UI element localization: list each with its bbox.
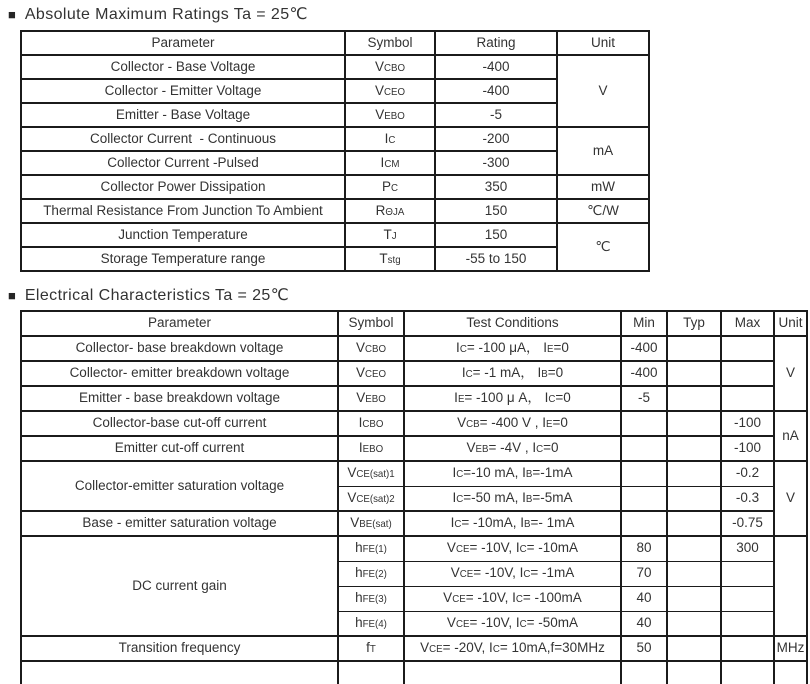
min-cell xyxy=(621,511,667,536)
table-row xyxy=(21,103,649,127)
unit-cell: MHz xyxy=(774,636,807,661)
rating-cell: -300 xyxy=(435,151,557,175)
param-cell: Collector Current -Pulsed xyxy=(21,151,345,175)
max-cell: -0.75 xyxy=(721,511,774,536)
table-row xyxy=(21,636,807,661)
cond-cell: VCE= -20V, IC= 10mA,f=30MHz xyxy=(404,636,621,661)
cond-cell: IC=-50 mA, IB=-5mA xyxy=(404,486,621,511)
table-row xyxy=(21,536,807,561)
unit-cell: ℃/W xyxy=(557,199,649,223)
min-cell: -400 xyxy=(621,336,667,361)
param-cell: Emitter cut-off current xyxy=(21,436,338,461)
param-cell: Transition frequency xyxy=(21,636,338,661)
symbol-cell: ICM xyxy=(345,151,435,175)
abs-max-table xyxy=(20,30,650,272)
symbol-cell: VCE(sat)1 xyxy=(338,461,404,486)
symbol-cell: VCBO xyxy=(338,336,404,361)
table-row xyxy=(21,151,649,175)
rating-cell: -400 xyxy=(435,55,557,79)
typ-cell xyxy=(667,486,721,511)
min-cell xyxy=(621,461,667,486)
symbol-cell: PC xyxy=(345,175,435,199)
table-row xyxy=(21,511,807,536)
param-cell: Junction Temperature xyxy=(21,223,345,247)
param-cell: Emitter - Base Voltage xyxy=(21,103,345,127)
typ-cell xyxy=(667,411,721,436)
symbol-cell: hFE(4) xyxy=(338,611,404,636)
section-bullet-icon: ■ xyxy=(8,287,16,303)
symbol-cell: VCBO xyxy=(345,55,435,79)
symbol-cell: ICBO xyxy=(338,411,404,436)
rating-cell: 350 xyxy=(435,175,557,199)
symbol-cell: fT xyxy=(338,636,404,661)
unit-cell: V xyxy=(774,461,807,536)
min-cell xyxy=(621,436,667,461)
min-cell: 40 xyxy=(621,611,667,636)
symbol-cell: Tstg xyxy=(345,247,435,271)
param-cell: Collector- emitter breakdown voltage xyxy=(21,361,338,386)
table-header-row xyxy=(21,311,807,336)
max-cell xyxy=(721,561,774,586)
min-cell: -400 xyxy=(621,361,667,386)
col-header-max: Max xyxy=(721,311,774,336)
min-cell: 50 xyxy=(621,636,667,661)
param-cell: Collector - Emitter Voltage xyxy=(21,79,345,103)
max-cell xyxy=(721,611,774,636)
col-header-unit: Unit xyxy=(557,31,649,55)
symbol-cell: IEBO xyxy=(338,436,404,461)
symbol-cell: hFE(3) xyxy=(338,586,404,611)
cond-cell: IC= -100 μA， IE=0 xyxy=(404,336,621,361)
param-cell: Collector Power Dissipation xyxy=(21,175,345,199)
typ-cell xyxy=(667,536,721,561)
typ-cell xyxy=(667,586,721,611)
table-row xyxy=(21,223,649,247)
table-row xyxy=(21,461,807,486)
cond-cell: VCE= -10V, IC= -10mA xyxy=(404,536,621,561)
col-header-symbol: Symbol xyxy=(345,31,435,55)
symbol-cell: TJ xyxy=(345,223,435,247)
unit-cell: V xyxy=(557,55,649,127)
table-row xyxy=(21,436,807,461)
table-row xyxy=(21,55,649,79)
unit-cell: V xyxy=(774,336,807,411)
typ-cell xyxy=(667,561,721,586)
max-cell xyxy=(721,636,774,661)
typ-cell xyxy=(667,336,721,361)
min-cell xyxy=(621,411,667,436)
table-row-clipped xyxy=(21,661,807,684)
rating-cell: -200 xyxy=(435,127,557,151)
table-row xyxy=(21,361,807,386)
col-header-rating: Rating xyxy=(435,31,557,55)
table-row xyxy=(21,386,807,411)
param-cell: Collector-base cut-off current xyxy=(21,411,338,436)
symbol-cell: IC xyxy=(345,127,435,151)
unit-cell: mW xyxy=(557,175,649,199)
min-cell: 40 xyxy=(621,586,667,611)
typ-cell xyxy=(667,661,721,684)
param-cell: Thermal Resistance From Junction To Ambient xyxy=(21,199,345,223)
unit-cell: ℃ xyxy=(557,223,649,271)
min-cell: 80 xyxy=(621,536,667,561)
param-cell: Collector-emitter saturation voltage xyxy=(21,461,338,511)
table-row xyxy=(21,336,807,361)
electrical-section-title xyxy=(8,286,810,304)
typ-cell xyxy=(667,386,721,411)
rating-cell: -55 to 150 xyxy=(435,247,557,271)
table-row xyxy=(21,175,649,199)
max-cell: -0.3 xyxy=(721,486,774,511)
symbol-cell: VCE(sat)2 xyxy=(338,486,404,511)
cond-cell: VCB= -400 V , IE=0 xyxy=(404,411,621,436)
param-cell: Collector - Base Voltage xyxy=(21,55,345,79)
col-header-symbol: Symbol xyxy=(338,311,404,336)
param-cell: DC current gain xyxy=(21,536,338,636)
unit-cell: mA xyxy=(557,127,649,175)
symbol-cell: hFE(2) xyxy=(338,561,404,586)
param-cell: Collector Current - Continuous xyxy=(21,127,345,151)
unit-cell xyxy=(774,661,807,684)
col-header-unit: Unit xyxy=(774,311,807,336)
col-header-min: Min xyxy=(621,311,667,336)
max-cell xyxy=(721,361,774,386)
cond-cell: IC= -10mA, IB=- 1mA xyxy=(404,511,621,536)
max-cell xyxy=(721,661,774,684)
symbol-cell: VBE(sat) xyxy=(338,511,404,536)
cond-cell: IC= -1 mA， IB=0 xyxy=(404,361,621,386)
table-row xyxy=(21,247,649,271)
cond-cell: VCE= -10V, IC= -50mA xyxy=(404,611,621,636)
col-header-typ: Typ xyxy=(667,311,721,336)
cond-cell: VEB= -4V , IC=0 xyxy=(404,436,621,461)
param-cell: Emitter - base breakdown voltage xyxy=(21,386,338,411)
rating-cell: 150 xyxy=(435,223,557,247)
max-cell: -100 xyxy=(721,436,774,461)
typ-cell xyxy=(667,461,721,486)
cond-cell xyxy=(404,661,621,684)
cond-cell: IE= -100 μ A， IC=0 xyxy=(404,386,621,411)
cond-cell: VCE= -10V, IC= -1mA xyxy=(404,561,621,586)
typ-cell xyxy=(667,636,721,661)
abs-max-title-text: Absolute Maximum Ratings Ta = 25℃ xyxy=(24,6,308,23)
symbol-cell: RΘJA xyxy=(345,199,435,223)
typ-cell xyxy=(667,361,721,386)
min-cell: 70 xyxy=(621,561,667,586)
unit-cell: nA xyxy=(774,411,807,461)
col-header-test-conditions: Test Conditions xyxy=(404,311,621,336)
rating-cell: 150 xyxy=(435,199,557,223)
param-cell xyxy=(21,661,338,684)
symbol-cell: VCEO xyxy=(338,361,404,386)
symbol-cell: VCEO xyxy=(345,79,435,103)
param-cell: Base - emitter saturation voltage xyxy=(21,511,338,536)
table-header-row xyxy=(21,31,649,55)
table-row xyxy=(21,79,649,103)
col-header-parameter: Parameter xyxy=(21,311,338,336)
param-cell: Storage Temperature range xyxy=(21,247,345,271)
max-cell: 300 xyxy=(721,536,774,561)
table-row xyxy=(21,127,649,151)
min-cell xyxy=(621,661,667,684)
max-cell: -100 xyxy=(721,411,774,436)
typ-cell xyxy=(667,436,721,461)
max-cell: -0.2 xyxy=(721,461,774,486)
max-cell xyxy=(721,386,774,411)
abs-max-section-title xyxy=(8,0,810,23)
symbol-cell: hFE(1) xyxy=(338,536,404,561)
typ-cell xyxy=(667,611,721,636)
rating-cell: -400 xyxy=(435,79,557,103)
max-cell xyxy=(721,336,774,361)
electrical-title-text: Electrical Characteristics Ta = 25℃ xyxy=(24,287,290,304)
table-row xyxy=(21,199,649,223)
param-cell: Collector- base breakdown voltage xyxy=(21,336,338,361)
table-row xyxy=(21,411,807,436)
min-cell: -5 xyxy=(621,386,667,411)
typ-cell xyxy=(667,511,721,536)
max-cell xyxy=(721,586,774,611)
electrical-table xyxy=(20,310,808,684)
min-cell xyxy=(621,486,667,511)
symbol-cell xyxy=(338,661,404,684)
symbol-cell: VEBO xyxy=(338,386,404,411)
rating-cell: -5 xyxy=(435,103,557,127)
unit-cell xyxy=(774,536,807,636)
col-header-parameter: Parameter xyxy=(21,31,345,55)
cond-cell: IC=-10 mA, IB=-1mA xyxy=(404,461,621,486)
section-bullet-icon: ■ xyxy=(8,6,16,22)
symbol-cell: VEBO xyxy=(345,103,435,127)
cond-cell: VCE= -10V, IC= -100mA xyxy=(404,586,621,611)
